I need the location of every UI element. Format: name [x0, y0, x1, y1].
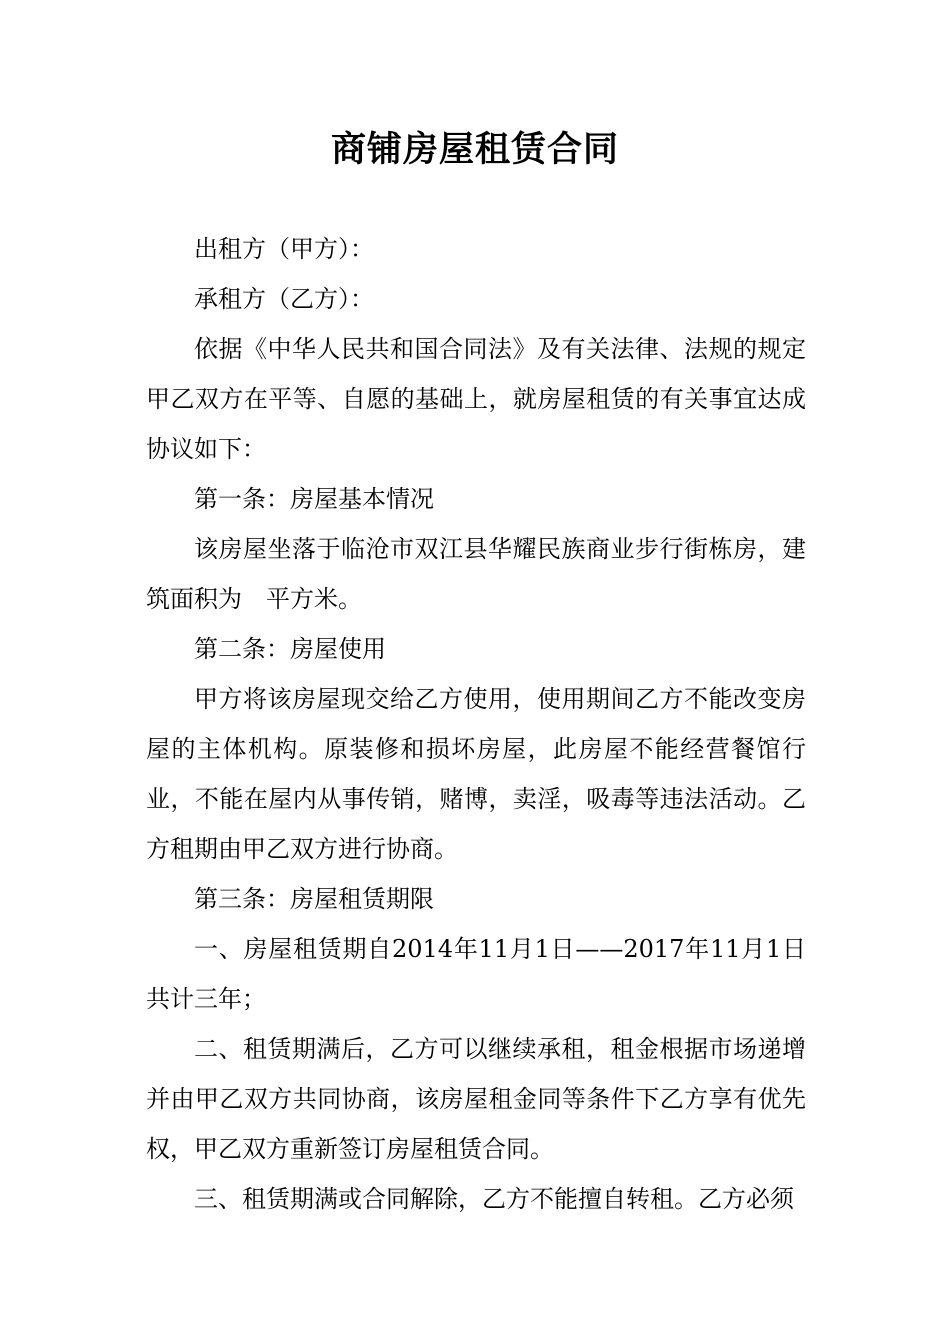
- section-heading-3: 第三条：房屋租赁期限: [194, 885, 434, 913]
- paragraph-property-info: 该房屋坐落于临沧市双江县华耀民族商业步行街栋房，建筑面积为 平方米。: [146, 535, 806, 613]
- paragraph-property-use: 甲方将该房屋现交给乙方使用，使用期间乙方不能改变房屋的主体机构。原装修和损坏房屋，此房屋不能经营餐馆行业，不能在屋内从事传销，赌博，卖淫，吸毒等违法活动。乙方租期由甲乙双方进行协商。: [146, 685, 806, 863]
- paragraph-term-2: 二、租赁期满后，乙方可以继续承租，租金根据市场递增并由甲乙双方共同协商，该房屋租金同等条件下乙方享有优先权，甲乙双方重新签订房屋租赁合同。: [146, 1035, 806, 1163]
- section-heading-2: 第二条：房屋使用: [194, 635, 386, 663]
- paragraph-lessor: 出租方（甲方）：: [194, 235, 374, 263]
- paragraph-term-3: 三、租赁期满或合同解除，乙方不能擅自转租。乙方必须: [194, 1185, 794, 1213]
- paragraph-preamble: 依据《中华人民共和国合同法》及有关法律、法规的规定甲乙双方在平等、自愿的基础上，就房屋租赁的有关事宜达成协议如下：: [146, 335, 806, 463]
- paragraph-term-1: 一、房屋租赁期自2014年11月1日——2017年11月1日共计三年；: [146, 935, 806, 1013]
- document-body: [146, 224, 806, 1224]
- section-heading-1: 第一条：房屋基本情况: [194, 485, 434, 513]
- document-title: 商铺房屋租赁合同: [330, 129, 619, 170]
- paragraph-lessee: 承租方（乙方）：: [194, 285, 374, 313]
